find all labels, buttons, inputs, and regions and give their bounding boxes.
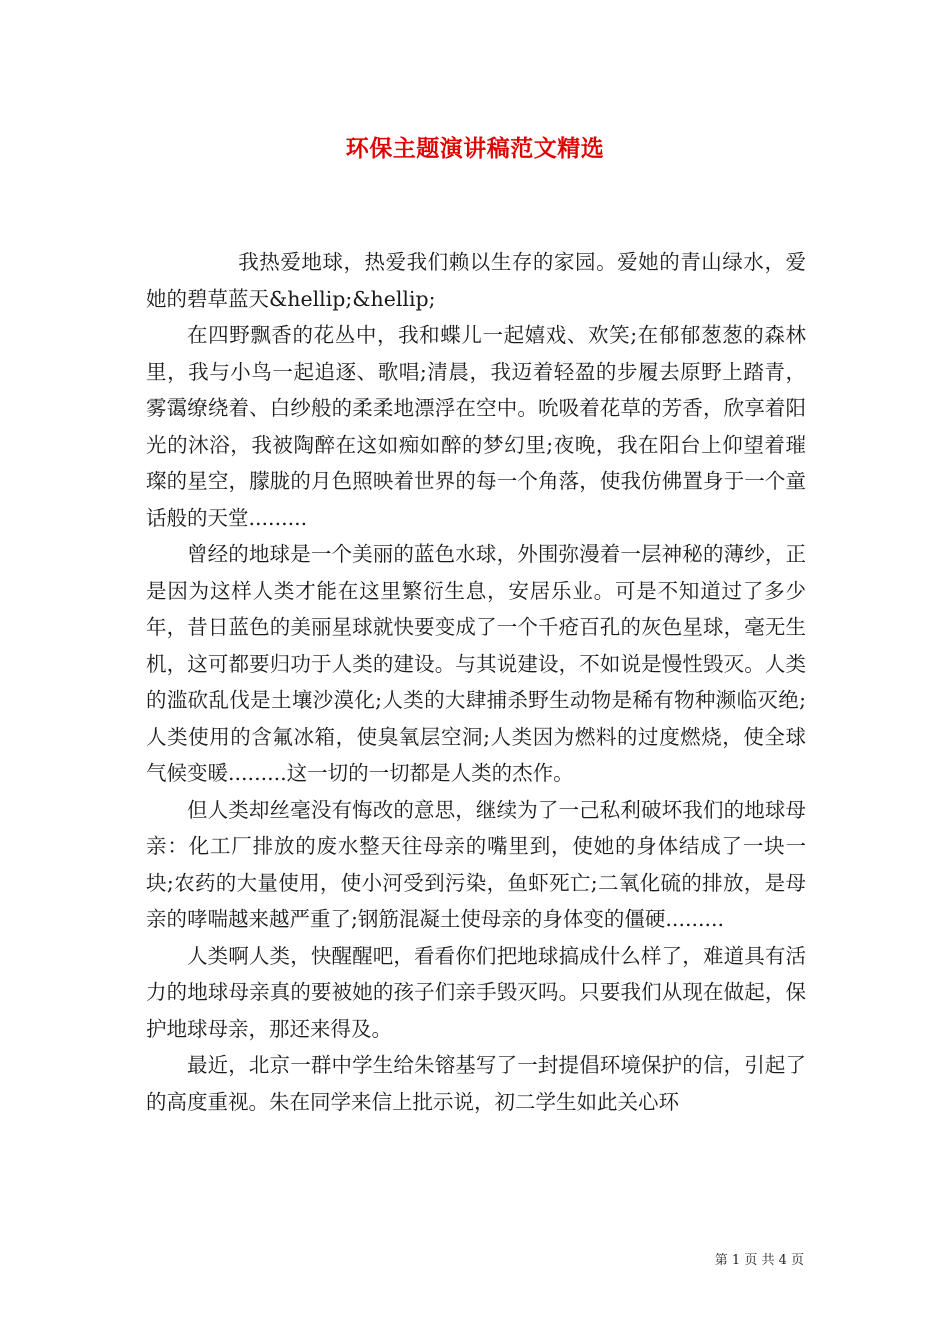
page-title: 环保主题演讲稿范文精选: [345, 135, 605, 162]
document-body: [146, 244, 806, 1120]
paragraph: 最近，北京一群中学生给朱镕基写了一封提倡环境保护的信，引起了的高度重视。朱在同学来信上批示说，初二学生如此关心环: [146, 1053, 806, 1114]
paragraph: 在四野飘香的花丛中，我和蝶儿一起嬉戏、欢笑;在郁郁葱葱的森林里，我与小鸟一起追逐、歌唱;清晨，我迈着轻盈的步履去原野上踏青，雾霭缭绕着、白纱般的柔柔地漂浮在空中。吮吸着花草的芳香，欣享着阳光的沐浴，我被陶醉在这如痴如醉的梦幻里;夜晚，我在阳台上仰望着璀璨的星空，朦胧的月色照映着世界的每一个角落，使我仿佛置身于一个童话般的天堂.........: [146, 323, 806, 530]
paragraph: 人类啊人类，快醒醒吧，看看你们把地球搞成什么样了，难道具有活力的地球母亲真的要被她的孩子们亲手毁灭吗。只要我们从现在做起，保护地球母亲，那还来得及。: [146, 943, 806, 1041]
paragraph: 我热爱地球，热爱我们赖以生存的家园。爱她的青山绿水，爱她的碧草蓝天&hellip;&hellip;: [146, 250, 806, 311]
paragraph: 曾经的地球是一个美丽的蓝色水球，外围弥漫着一层神秘的薄纱，正是因为这样人类才能在这里繁衍生息，安居乐业。可是不知道过了多少年，昔日蓝色的美丽星球就快要变成了一个千疮百孔的灰色星球，毫无生机，这可都要归功于人类的建设。与其说建设，不如说是慢性毁灭。人类的滥砍乱伐是土壤沙漠化;人类的大肆捕杀野生动物是稀有物种濒临灭绝;人类使用的含氟冰箱，使臭氧层空洞;人类因为燃料的过度燃烧，使全球气候变暖.........这一切的一切都是人类的杰作。: [146, 542, 806, 785]
page-number: 第 1 页 共 4 页: [714, 1253, 804, 1268]
paragraph: 但人类却丝毫没有悔改的意思，继续为了一己私利破坏我们的地球母亲：化工厂排放的废水整天往母亲的嘴里到，使她的身体结成了一块一块;农药的大量使用，使小河受到污染，鱼虾死亡;二氧化硫的排放，是母亲的哮喘越来越严重了;钢筋混凝土使母亲的身体变的僵硬.........: [146, 797, 806, 931]
